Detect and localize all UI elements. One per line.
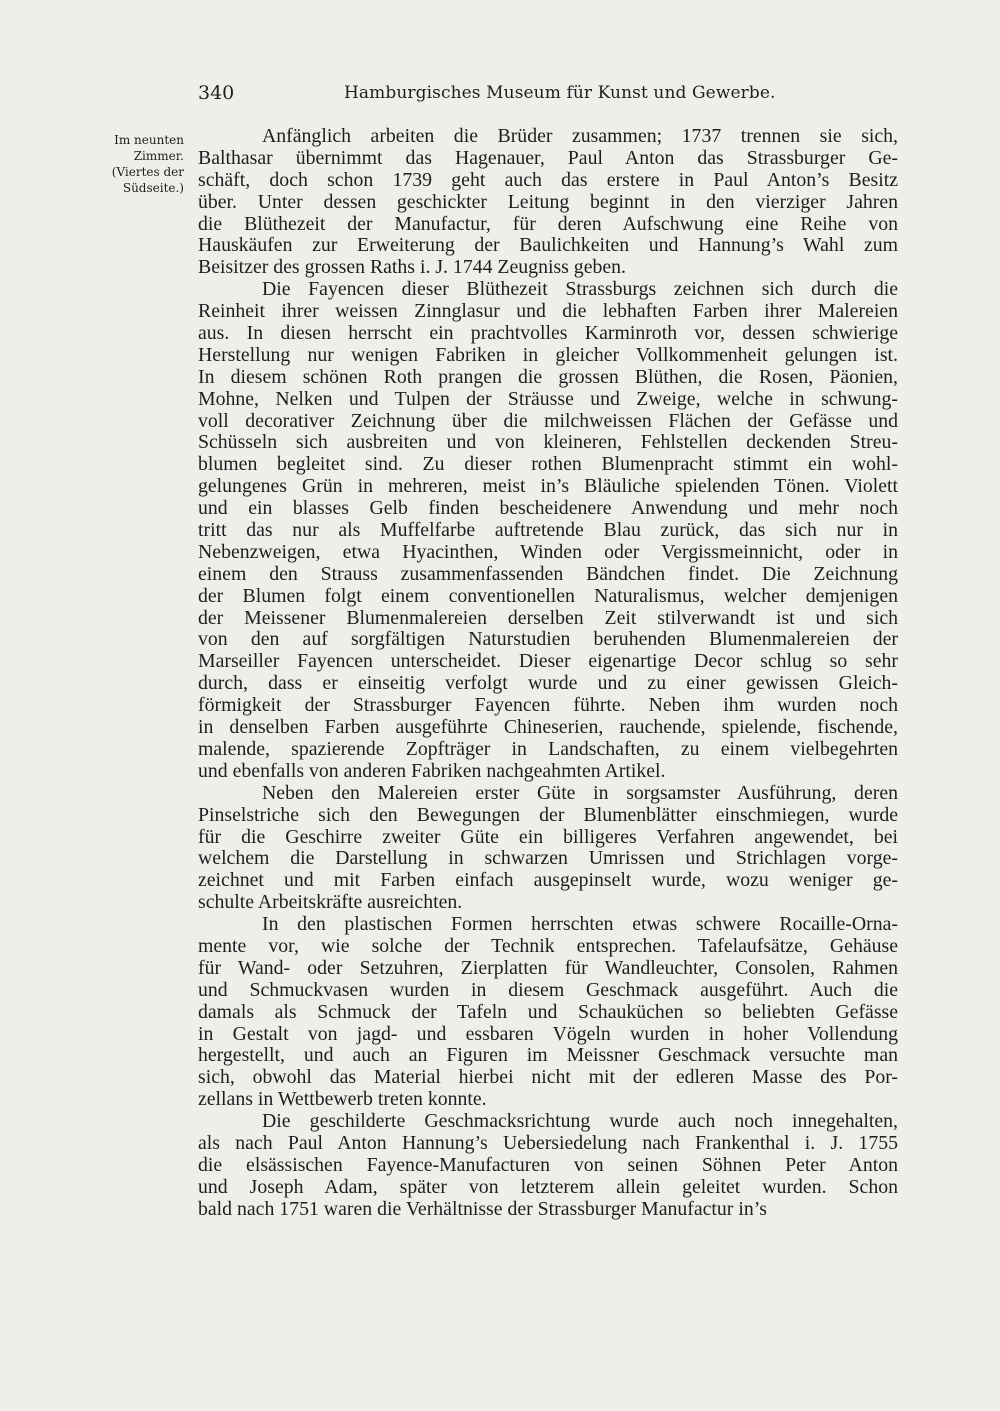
text-line: die Blüthezeit der Manufactur, für deren Aufschwung eine Reihe von bbox=[198, 212, 898, 235]
text-line: Die geschilderte Geschmacksrichtung wurde auch noch innegehalten, bbox=[262, 1110, 898, 1133]
text-line: Pinselstriche sich den Bewegungen der Blumenblätter einschmiegen, wurde bbox=[198, 803, 898, 826]
paragraph bbox=[198, 783, 898, 914]
text-line: als nach Paul Anton Hannung’s Uebersiedelung nach Frankenthal i. J. 1755 bbox=[198, 1131, 898, 1154]
text-line: Anfänglich arbeiten die Brüder zusammen; 1737 trennen sie sich, bbox=[262, 125, 898, 147]
text-line: voll decorativer Zeichnung über die milchweissen Flächen der Gefässe und bbox=[198, 409, 898, 432]
text-line: die elsässischen Fayence-Manufacturen von seinen Söhnen Peter Anton bbox=[198, 1153, 898, 1176]
text-line: und Schmuckvasen wurden in diesem Geschmack ausgeführt. Auch die bbox=[198, 978, 898, 1001]
text-line: bald nach 1751 waren die Verhältnisse der Strassburger Manufactur in’s bbox=[198, 1197, 767, 1220]
text-line: in denselben Farben ausgeführte Chineserien, rauchende, spielende, fischende, bbox=[198, 716, 898, 739]
text-line: zellans in Wettbewerb treten konnte. bbox=[198, 1088, 487, 1111]
text-line: blumen begleitet sind. Zu dieser rothen Blumenpracht stimmt ein wohl- bbox=[198, 453, 898, 476]
text-line: Marseiller Fayencen unterscheidet. Dieser eigenartige Decor schlug so sehr bbox=[198, 650, 898, 673]
text-line: tritt das nur als Muffelfarbe auftretende Blau zurück, das sich nur in bbox=[198, 519, 898, 542]
text-line: Beisitzer des grossen Raths i. J. 1744 Zeugniss geben. bbox=[198, 256, 626, 279]
running-title: Hamburgisches Museum für Kunst und Gewerbe. bbox=[344, 83, 776, 103]
text-line: über. Unter dessen geschickter Leitung beginnt in den vierziger Jahren bbox=[198, 190, 898, 213]
text-line: Neben den Malereien erster Güte in sorgsamster Ausführung, deren bbox=[262, 781, 898, 804]
text-line: einem den Strauss zusammenfassenden Bändchen findet. Die Zeichnung bbox=[198, 562, 898, 585]
text-line: In den plastischen Formen herrschten etwas schwere Rocaille-Orna- bbox=[262, 913, 898, 936]
text-line: zeichnet und mit Farben einfach ausgepinselt wurde, wozu weniger ge- bbox=[198, 869, 898, 892]
margin-note bbox=[78, 132, 184, 196]
margin-note-line: (Viertes der bbox=[111, 165, 184, 179]
text-line: hergestellt, und auch an Figuren im Meissner Geschmack versuchte man bbox=[198, 1044, 898, 1067]
text-line: gelungenes Grün in mehreren, meist in’s Bläuliche spielenden Tönen. Violett bbox=[198, 475, 898, 498]
paragraph bbox=[198, 279, 898, 782]
text-line: damals als Schmuck der Tafeln und Schauküchen so beliebten Gefässe bbox=[198, 1000, 898, 1023]
page-number: 340 bbox=[198, 82, 235, 104]
text-line: der Blumen folgt einem conventionellen Naturalismus, welcher demjenigen bbox=[198, 584, 898, 607]
text-line: und Joseph Adam, später von letzterem allein geleitet wurden. Schon bbox=[198, 1175, 898, 1198]
text-line: Hauskäufen zur Erweiterung der Baulichkeiten und Hannung’s Wahl zum bbox=[198, 234, 898, 257]
text-line: malende, spazierende Zopfträger in Landschaften, zu einem vielbegehrten bbox=[198, 737, 898, 760]
margin-note-line: Südseite.) bbox=[122, 181, 184, 195]
text-line: förmigkeit der Strassburger Fayencen führte. Neben ihm wurden noch bbox=[198, 694, 898, 717]
text-line: Balthasar übernimmt das Hagenauer, Paul Anton das Strassburger Ge- bbox=[198, 146, 898, 169]
text-line: Reinheit ihrer weissen Zinnglasur und die lebhaften Farben ihrer Malereien bbox=[198, 300, 898, 323]
paragraph bbox=[198, 1111, 898, 1220]
text-line: schulte Arbeitskräfte ausreichten. bbox=[198, 891, 463, 914]
text-line: durch, dass er einseitig verfolgt wurde und zu einer gewissen Gleich- bbox=[198, 672, 898, 695]
text-line: der Meissener Blumenmalereien derselben Zeit stilverwandt ist und sich bbox=[198, 606, 898, 629]
page-header bbox=[198, 82, 898, 112]
body-text bbox=[198, 126, 898, 1221]
text-line: Herstellung nur wenigen Fabriken in gleicher Vollkommenheit gelungen ist. bbox=[198, 343, 898, 366]
text-line: sich, obwohl das Material hierbei nicht mit der edleren Masse des Por- bbox=[198, 1066, 898, 1089]
text-line: In diesem schönen Roth prangen die grossen Blüthen, die Rosen, Päonien, bbox=[198, 365, 898, 388]
text-line: schäft, doch schon 1739 geht auch das erstere in Paul Anton’s Besitz bbox=[198, 168, 898, 191]
text-line: für Wand- oder Setzuhren, Zierplatten für Wandleuchter, Consolen, Rahmen bbox=[198, 956, 898, 979]
paragraph bbox=[198, 126, 898, 279]
text-line: welchem die Darstellung in schwarzen Umrissen und Strichlagen vorge- bbox=[198, 847, 898, 870]
text-line: und ebenfalls von anderen Fabriken nachgeahmten Artikel. bbox=[198, 759, 666, 782]
text-line: Schüsseln sich ausbreiten und von kleineren, Fehlstellen deckenden Streu- bbox=[198, 431, 898, 454]
margin-note-line: Im neunten bbox=[114, 133, 184, 147]
text-line: und ein blasses Gelb finden bescheidenere Anwendung und mehr noch bbox=[198, 497, 898, 520]
text-line: von den auf sorgfältigen Naturstudien beruhenden Blumenmalereien der bbox=[198, 628, 898, 651]
text-line: in Gestalt von jagd- und essbaren Vögeln wurden in hoher Vollendung bbox=[198, 1022, 898, 1045]
text-line: Nebenzweigen, etwa Hyacinthen, Winden oder Vergissmeinnicht, oder in bbox=[198, 540, 898, 563]
paragraph bbox=[198, 914, 898, 1111]
text-line: mente vor, wie solche der Technik entsprechen. Tafelaufsätze, Gehäuse bbox=[198, 934, 898, 957]
margin-note-line: Zimmer. bbox=[133, 149, 184, 163]
text-line: Die Fayencen dieser Blüthezeit Strassburgs zeichnen sich durch die bbox=[262, 278, 898, 301]
text-line: aus. In diesen herrscht ein prachtvolles Karminroth vor, dessen schwierige bbox=[198, 322, 898, 345]
text-line: für die Geschirre zweiter Güte ein billigeres Verfahren angewendet, bei bbox=[198, 825, 898, 848]
text-line: Mohne, Nelken und Tulpen der Sträusse und Zweige, welche in schwung- bbox=[198, 387, 898, 410]
